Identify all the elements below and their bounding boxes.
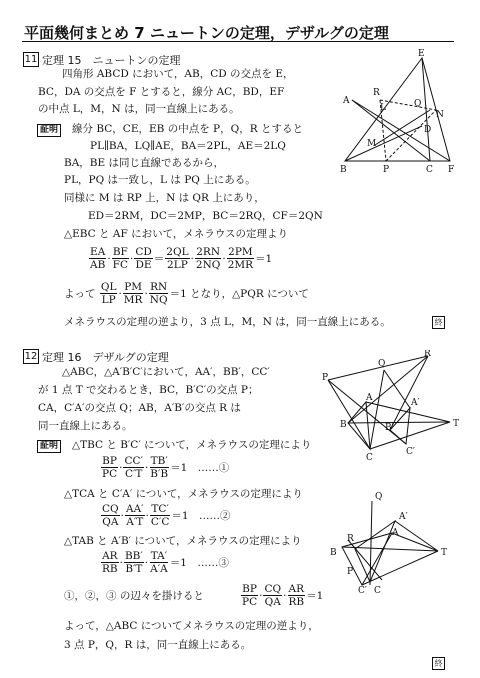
end-mark: 終	[432, 316, 445, 329]
point-label: B	[340, 420, 347, 430]
fraction: $\frac{PM}{MR}$	[123, 281, 143, 306]
fraction: $\frac{TA'}{A'A}$	[150, 550, 168, 575]
statement-line: が 1 点 T で交わるとき，BC，B′C′の交点 P；	[38, 384, 259, 396]
statement-line: 同一直線上にある。	[38, 420, 133, 432]
proof-line: 同様に M は RP 上，N は QR 上にあり，	[64, 192, 265, 204]
proof-line: ED＝2RM，DC＝2MP，BC＝2RQ，CF＝2QN	[88, 210, 323, 222]
point-label: Q	[375, 492, 383, 502]
fraction: $\frac{AR}{RB}$	[288, 583, 305, 608]
fraction: $\frac{BP}{PC}$	[242, 583, 258, 608]
fraction: $\frac{BP}{PC}$	[102, 455, 118, 480]
point-label: L	[380, 103, 386, 113]
theorem-16-header: 定理 16 デザルグの定理	[42, 351, 169, 364]
conclusion-line: メネラウスの定理の逆より，3 点 L，M，N は，同一直線上にある。	[64, 316, 391, 328]
desargues-figure-1	[318, 350, 468, 465]
menelaus-equation-2: よって $\frac{QL}{LP}$ · $\frac{PM}{MR}$ · $\frac{RN}{NQ}$ ＝1 となり，△PQR について	[64, 281, 309, 306]
point-label: C′	[406, 447, 415, 457]
proof-line: △TAB と A′B′ について，メネラウスの定理により	[64, 535, 302, 547]
point-label: R	[347, 534, 354, 544]
point-label: C′	[358, 586, 367, 595]
fraction: $\frac{BB'}{B'T}$	[124, 550, 143, 575]
fraction: $\frac{QL}{LP}$	[100, 281, 117, 306]
equation-product: $\frac{BP}{PC}$ · $\frac{CQ}{QA}$ · $\frac{AR}{RB}$ ＝1	[242, 583, 324, 608]
point-label: Q	[378, 359, 386, 369]
fraction: $\frac{TC'}{C'C}$	[150, 503, 170, 528]
end-mark: 終	[432, 657, 445, 670]
point-label: E	[418, 49, 425, 59]
point-label: P	[322, 373, 329, 383]
proof-line: 線分 BC，CE，EB の中点を P，Q，R とすると	[72, 123, 303, 135]
point-label: A	[392, 528, 399, 538]
point-label: T	[441, 548, 448, 558]
point-label: B′	[385, 423, 394, 433]
statement-line: BC，DA の交点を F とすると，線分 AC，BD，EF	[38, 86, 285, 98]
section-number-12: 12	[24, 351, 38, 362]
point-label: A′	[399, 512, 408, 522]
point-label: C	[426, 165, 433, 175]
fraction: $\frac{RN}{NQ}$	[149, 281, 168, 306]
proof-line: BA，BE は同じ直線であるから，	[64, 157, 225, 169]
fraction: $\frac{2QL}{2LP}$	[166, 246, 189, 271]
point-label: T	[453, 419, 460, 429]
fraction: $\frac{2RN}{2NQ}$	[195, 246, 221, 271]
statement-line: 四角形 ABCD において，AB，CD の交点を E，	[62, 68, 294, 80]
proof-line: ①，②，③ の辺々を掛けると	[64, 590, 204, 602]
title-rule	[22, 41, 454, 42]
proof-line: △EBC と AF において，メネラウスの定理より	[64, 228, 289, 240]
point-label: A	[343, 96, 350, 106]
point-label: C	[366, 453, 373, 463]
fraction: $\frac{2PM}{2MR}$	[227, 246, 254, 271]
proof-line: PL，PQ は一致し，L は PQ 上にある。	[64, 174, 256, 186]
conclusion-line: 3 点 P，Q，R は，同一直線上にある。	[64, 639, 252, 651]
point-label: R	[424, 350, 431, 359]
point-label: F	[448, 165, 455, 175]
desargues-figure-2	[320, 485, 465, 595]
statement-line: CA，C′A′の交点 Q；AB，A′B′の交点 R は	[38, 402, 241, 414]
proof-line: △TBC と B′C′ について，メネラウスの定理により	[72, 439, 312, 451]
menelaus-equation-1: $\frac{EA}{AB}$ · $\frac{BF}{FC}$ · $\frac{CD}{DE}$ ＝ $\frac{2QL}{2LP}$ · $\frac{2RN}{2NQ}$ · $\frac{2PM}{2MR}$ ＝1	[90, 246, 273, 271]
equation-3: $\frac{AR}{RB}$ · $\frac{BB'}{B'T}$ · $\frac{TA'}{A'A}$ ＝1 ……③	[102, 550, 229, 575]
section-number-11: 11	[24, 54, 38, 65]
fraction: $\frac{CQ}{QA}$	[102, 503, 119, 528]
statement-line: △ABC，△A′B′C′において，AA′，BB′，CC′	[62, 366, 270, 378]
point-label: Q	[414, 99, 422, 109]
fraction: $\frac{EA}{AB}$	[90, 246, 106, 271]
fraction: $\frac{TB'}{B'B}$	[150, 455, 169, 480]
page-title: 平面幾何まとめ 7 ニュートンの定理，デザルグの定理	[24, 24, 389, 42]
proof-badge: 証明	[37, 440, 61, 453]
theorem-15-header: 定理 15 ニュートンの定理	[42, 54, 181, 67]
fraction: $\frac{CQ}{QA}$	[264, 583, 282, 608]
point-label: P	[347, 567, 354, 577]
point-label: M	[367, 139, 377, 149]
point-label: B	[340, 165, 347, 175]
proof-line: △TCA と C′A′ について，メネラウスの定理により	[64, 488, 303, 500]
point-label: C	[374, 586, 381, 595]
conclusion-line: よって，△ABC についてメネラウスの定理の逆より，	[64, 620, 319, 632]
fraction: $\frac{BF}{FC}$	[112, 246, 128, 271]
fraction: $\frac{AA'}{A'T}$	[126, 503, 144, 528]
point-label: B	[330, 548, 337, 558]
point-label: D	[424, 125, 432, 135]
point-label: P	[383, 165, 390, 175]
fraction: $\frac{CC'}{C'T}$	[124, 455, 143, 480]
point-label: N	[436, 110, 444, 120]
statement-line: の中点 L，M，N は，同一直線上にある。	[38, 103, 240, 115]
proof-line: PL∥BA，LQ∥AE，BA＝2PL，AE＝2LQ	[90, 140, 286, 152]
proof-badge: 証明	[37, 124, 61, 137]
point-label: A′	[411, 398, 420, 408]
fraction: $\frac{CD}{DE}$	[135, 246, 152, 271]
point-label: R	[373, 88, 380, 98]
fraction: $\frac{AR}{RB}$	[102, 550, 118, 575]
equation-1: $\frac{BP}{PC}$ · $\frac{CC'}{C'T}$ · $\frac{TB'}{B'B}$ ＝1 ……①	[102, 455, 230, 480]
newton-theorem-figure	[330, 48, 460, 176]
equation-2: $\frac{CQ}{QA}$ · $\frac{AA'}{A'T}$ · $\frac{TC'}{C'C}$ ＝1 ……②	[102, 503, 231, 528]
point-label: A	[366, 393, 373, 403]
